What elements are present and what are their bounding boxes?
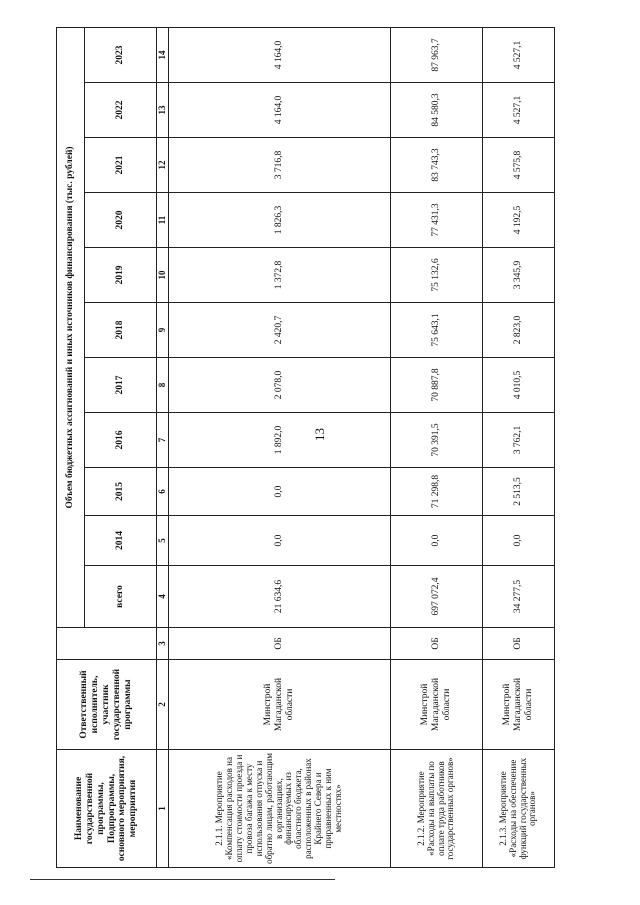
value-cell: 2 078,0 — [169, 358, 391, 413]
value-cell: 4 527,1 — [483, 27, 555, 82]
value-cell: 3 716,8 — [169, 138, 391, 193]
page-number: 13 — [312, 428, 327, 441]
index-cell: 14 — [157, 27, 169, 82]
table-row — [169, 27, 391, 867]
value-cell: 4 164,0 — [169, 83, 391, 138]
value-cell: 2 823,0 — [483, 303, 555, 358]
value-cell: 21 634,6 — [169, 566, 391, 628]
header-year-2020: 2020 — [85, 193, 157, 248]
rotated-table-container — [56, 28, 554, 868]
value-cell: 1 892,0 — [169, 413, 391, 468]
row-source: ОБ — [391, 628, 483, 660]
footnote-separator — [30, 879, 335, 880]
value-cell: 1 826,3 — [169, 193, 391, 248]
index-cell: 4 — [157, 566, 169, 628]
header-year-2015: 2015 — [85, 468, 157, 516]
value-cell: 77 431,3 — [391, 193, 483, 248]
value-cell: 70 391,5 — [391, 413, 483, 468]
value-cell: 2 420,7 — [169, 303, 391, 358]
value-cell: 0,0 — [169, 516, 391, 566]
value-cell: 84 580,3 — [391, 83, 483, 138]
value-cell: 70 887,8 — [391, 358, 483, 413]
header-volume: Объем бюджетных ассигнований и иных источников финансирования (тыс. рублей) — [57, 27, 85, 627]
index-cell: 6 — [157, 468, 169, 516]
value-cell: 87 963,7 — [391, 27, 483, 82]
value-cell: 2 513,5 — [483, 468, 555, 516]
table-row — [483, 27, 555, 867]
value-cell: 4 010,5 — [483, 358, 555, 413]
value-cell: 0,0 — [391, 516, 483, 566]
index-cell: 10 — [157, 248, 169, 303]
value-cell: 3 345,9 — [483, 248, 555, 303]
value-cell: 34 277,5 — [483, 566, 555, 628]
value-cell: 75 132,6 — [391, 248, 483, 303]
header-year-2014: 2014 — [85, 516, 157, 566]
value-cell: 75 643,1 — [391, 303, 483, 358]
header-name: Наименование государственной программы, Подпрограммы, основного мероприятия, мероприятия — [57, 750, 157, 868]
index-cell: 2 — [157, 660, 169, 750]
index-cell: 3 — [157, 628, 169, 660]
header-year-2019: 2019 — [85, 248, 157, 303]
row-executor: Минстрой Магаданской области — [483, 660, 555, 750]
value-cell: 71 298,8 — [391, 468, 483, 516]
value-cell: 3 762,1 — [483, 413, 555, 468]
value-cell: 697 072,4 — [391, 566, 483, 628]
index-cell: 12 — [157, 138, 169, 193]
index-cell: 13 — [157, 83, 169, 138]
header-year-2018: 2018 — [85, 303, 157, 358]
row-source: ОБ — [483, 628, 555, 660]
value-cell: 0,0 — [483, 516, 555, 566]
value-cell: 1 372,8 — [169, 248, 391, 303]
header-source — [57, 628, 157, 660]
row-name: 2.1.2. Мероприятие «Расходы на выплаты по оплате труда работников государственных органов» — [391, 750, 483, 868]
row-name: 2.1.1. Мероприятие «Компенсация расходов на оплату стоимости проезда и провоза багажа к месту использования отпуска и обратно лицам, работающим в организациях, финансируемых из областного бюджета, расположенных в районах Крайнего Севера и приравненных к ним местностях» — [169, 750, 391, 868]
row-executor: Минстрой Магаданской области — [391, 660, 483, 750]
value-cell: 0,0 — [169, 468, 391, 516]
index-cell: 11 — [157, 193, 169, 248]
header-year-total: всего — [85, 566, 157, 628]
header-year-2021: 2021 — [85, 138, 157, 193]
index-cell: 8 — [157, 358, 169, 413]
value-cell: 4 575,8 — [483, 138, 555, 193]
budget-table — [56, 27, 555, 868]
index-cell: 7 — [157, 413, 169, 468]
value-cell: 4 527,1 — [483, 83, 555, 138]
index-cell: 1 — [157, 750, 169, 868]
header-executor: Ответственный исполнитель, участник государственной программы — [57, 660, 157, 750]
value-cell: 83 743,3 — [391, 138, 483, 193]
header-year-2023: 2023 — [85, 27, 157, 82]
value-cell: 4 164,0 — [169, 27, 391, 82]
header-year-2022: 2022 — [85, 83, 157, 138]
index-cell: 9 — [157, 303, 169, 358]
header-year-2016: 2016 — [85, 413, 157, 468]
header-year-2017: 2017 — [85, 358, 157, 413]
index-cell: 5 — [157, 516, 169, 566]
value-cell: 4 192,5 — [483, 193, 555, 248]
row-executor: Минстрой Магаданской области — [169, 660, 391, 750]
table-row — [391, 27, 483, 867]
row-name: 2.1.3. Мероприятие «Расходы на обеспечение функций государственных органов» — [483, 750, 555, 868]
row-source: ОБ — [169, 628, 391, 660]
